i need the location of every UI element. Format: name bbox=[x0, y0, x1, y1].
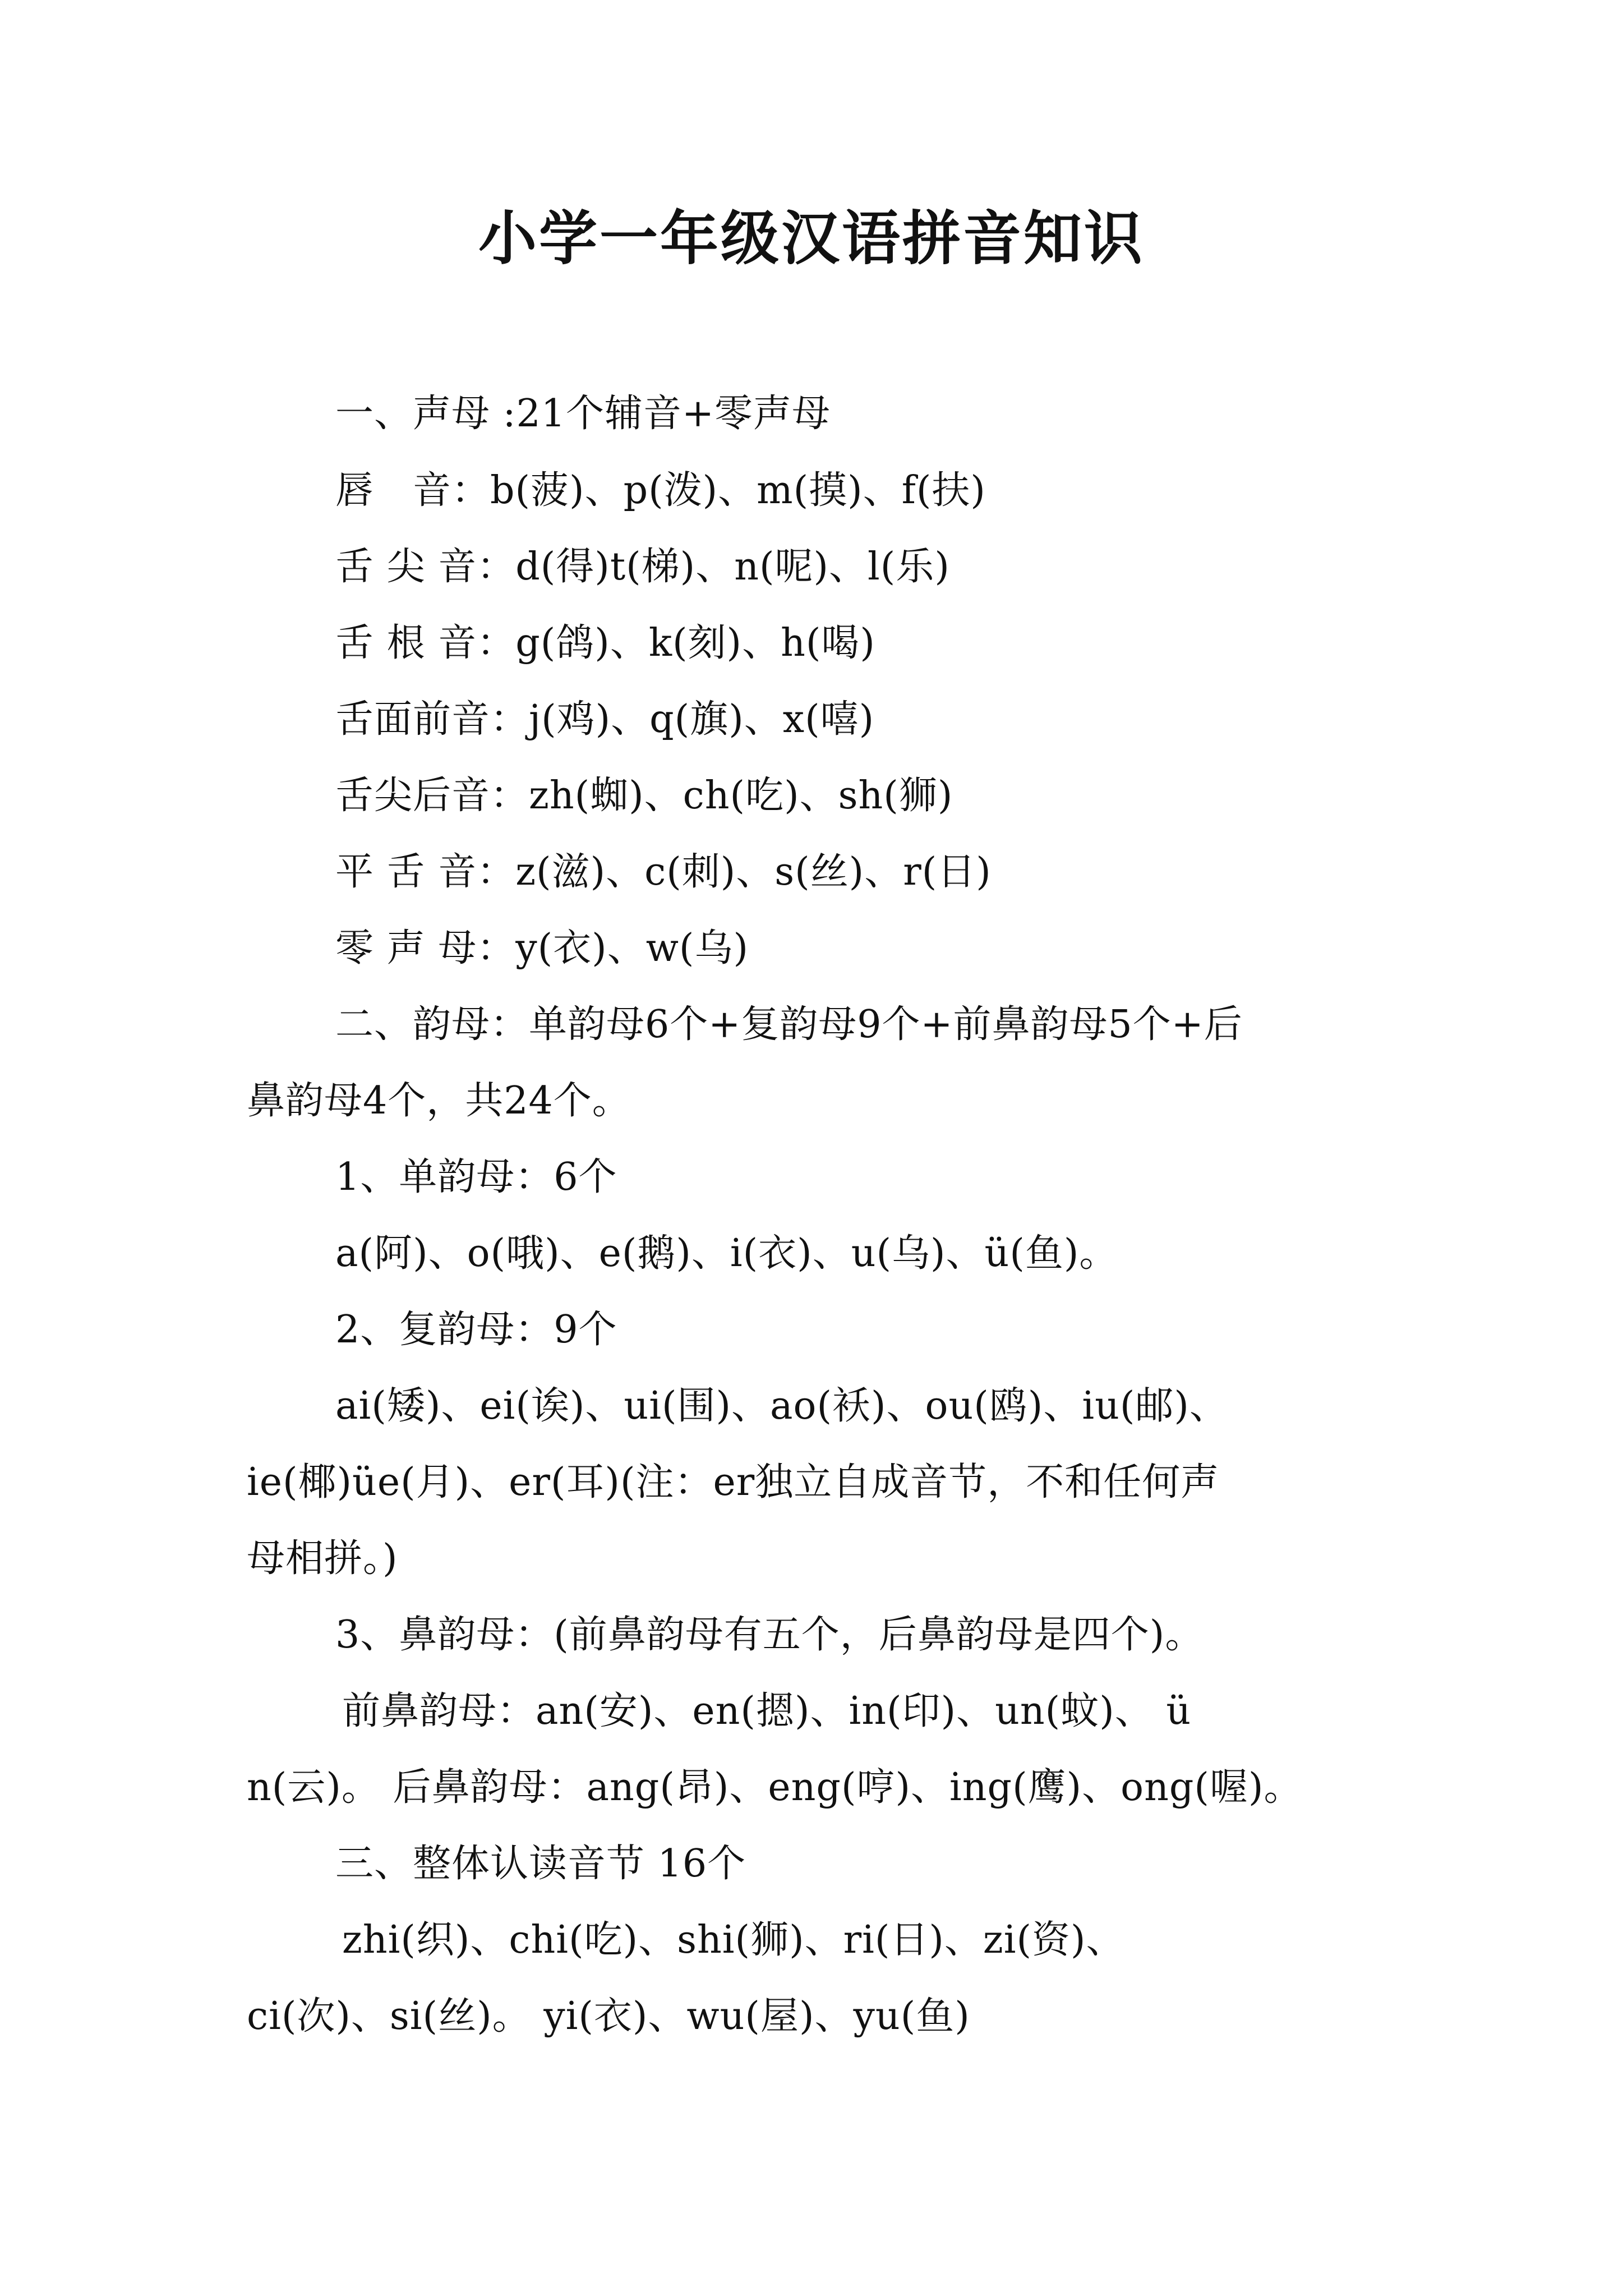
page-title: 小学一年级汉语拼音知识 bbox=[478, 204, 1145, 273]
text-line-dental: 平 舌 音：z(滋)、c(刺)、s(丝)、r(日) bbox=[335, 850, 992, 894]
text-line-simple-finals-heading: 1、单韵母：6个 bbox=[335, 1155, 617, 1199]
text-line-compound-finals-cont: ie(椰)üe(月)、er(耳)(注：er独立自成音节，不和任何声 bbox=[247, 1460, 1220, 1504]
text-line-whole-syllables-cont: ci(次)、si(丝)。 yi(衣)、wu(屋)、yu(鱼) bbox=[247, 1994, 970, 2039]
text-line-labial: 唇 音：b(菠)、p(泼)、m(摸)、f(扶) bbox=[335, 468, 986, 513]
text-line-compound-finals: ai(矮)、ei(诶)、ui(围)、ao(袄)、ou(鸥)、iu(邮)、 bbox=[335, 1384, 1228, 1428]
text-line-retroflex: 舌尖后音：zh(蜘)、ch(吃)、sh(狮) bbox=[335, 774, 953, 818]
text-line-compound-finals-heading: 2、复韵母：9个 bbox=[335, 1308, 617, 1352]
text-line-finals-heading-cont: 鼻韵母4个，共24个。 bbox=[247, 1079, 631, 1123]
text-line-finals-heading: 二、韵母：单韵母6个+复韵母9个+前鼻韵母5个+后 bbox=[335, 1002, 1243, 1047]
text-line-velar: 舌 根 音：g(鸽)、k(刻)、h(喝) bbox=[335, 621, 875, 665]
text-line-whole-syllables-heading: 三、整体认读音节 16个 bbox=[335, 1842, 746, 1886]
text-line-alveolo-palatal: 舌面前音：j(鸡)、q(旗)、x(嘻) bbox=[335, 697, 875, 742]
text-line-whole-syllables: zhi(织)、chi(吃)、shi(狮)、ri(日)、zi(资)、 bbox=[342, 1918, 1125, 1962]
text-line-compound-finals-note-end: 母相拼。) bbox=[247, 1536, 398, 1581]
text-line-alveolar: 舌 尖 音：d(得)t(梯)、n(呢)、l(乐) bbox=[335, 545, 950, 589]
text-line-front-nasal-finals: 前鼻韵母：an(安)、en(摁)、in(印)、un(蚊)、 ü bbox=[342, 1689, 1192, 1733]
text-line-zero-initial: 零 声 母：y(衣)、w(乌) bbox=[335, 926, 749, 970]
text-line-consonants-heading: 一、声母 :21个辅音+零声母 bbox=[335, 392, 831, 436]
text-line-back-nasal-finals: n(云)。 后鼻韵母：ang(昂)、eng(哼)、ing(鹰)、ong(喔)。 bbox=[247, 1765, 1303, 1810]
text-line-nasal-finals-heading: 3、鼻韵母：(前鼻韵母有五个，后鼻韵母是四个)。 bbox=[335, 1613, 1204, 1657]
text-line-simple-finals: a(阿)、o(哦)、e(鹅)、i(衣)、u(乌)、ü(鱼)。 bbox=[335, 1231, 1118, 1276]
